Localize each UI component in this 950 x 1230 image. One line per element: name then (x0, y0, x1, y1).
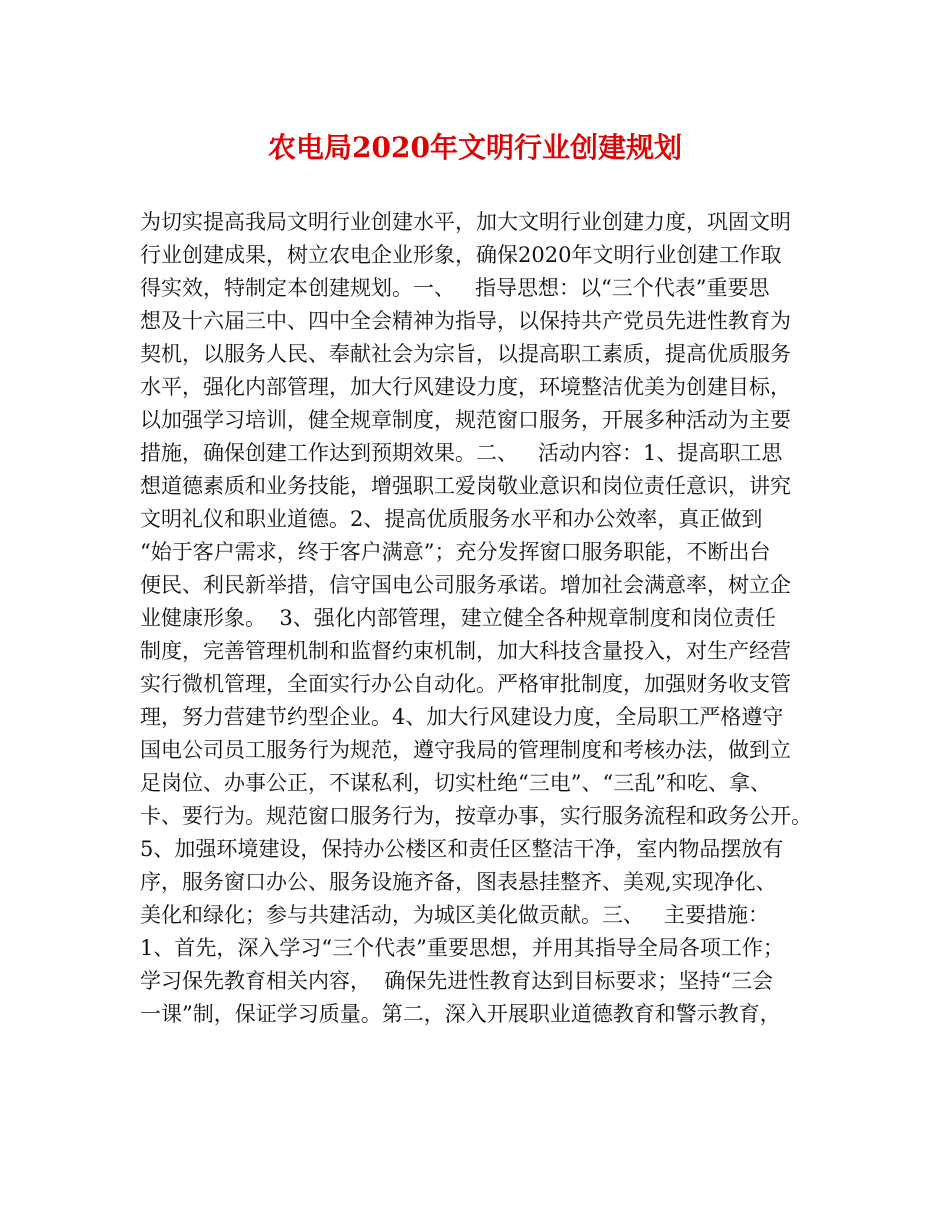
body-line: 国电公司员工服务行为规范，遵守我局的管理制度和考核办法，做到立 (140, 738, 791, 762)
body-line: 一课”制，保证学习质量。第二，深入开展职业道德教育和警示教育， (140, 1002, 781, 1026)
body-line: 业健康形象。 3、强化内部管理，建立健全各种规章制度和岗位责任 (140, 606, 776, 630)
body-line: 便民、利民新举措，信守国电公司服务承诺。增加社会满意率，树立企 (140, 573, 791, 597)
body-line: 实行微机管理，全面实行办公自动化。严格审批制度，加强财务收支管 (140, 672, 791, 696)
body-line: 美化和绿化；参与共建活动，为城区美化做贡献。三、 主要措施： (140, 903, 770, 927)
body-line: 以加强学习培训，健全规章制度，规范窗口服务，开展多种活动为主要 (140, 408, 791, 432)
document-body (140, 206, 830, 1031)
body-line: 措施，确保创建工作达到预期效果。二、 活动内容：1、提高职工思 (140, 441, 783, 465)
document-title: 农电局2020年文明行业创建规划 (268, 131, 682, 164)
body-line: 卡、要行为。规范窗口服务行为，按章办事，实行服务流程和政务公开。 (140, 804, 812, 828)
body-line: 学习保先教育相关内容， 确保先进性教育达到目标要求；坚持“三会 (140, 969, 774, 993)
body-line: 制度，完善管理机制和监督约束机制，加大科技含量投入，对生产经营 (140, 639, 791, 663)
body-line: 足岗位、办事公正，不谋私利，切实杜绝“三电”、“三乱”和吃、拿、 (140, 771, 771, 795)
body-line: 为切实提高我局文明行业创建水平，加大文明行业创建力度，巩固文明 (140, 210, 791, 234)
body-line: 水平，强化内部管理，加大行风建设力度，环境整洁优美为创建目标， (140, 375, 791, 399)
body-line: 1、首先，深入学习“三个代表”重要思想，并用其指导全局各项工作； (140, 936, 784, 960)
body-line: 契机，以服务人民、奉献社会为宗旨，以提高职工素质，提高优质服务 (140, 342, 791, 366)
body-line: “始于客户需求，终于客户满意”；充分发挥窗口服务职能，不断出台 (140, 540, 771, 564)
body-line: 得实效，特制定本创建规划。一、 指导思想：以“三个代表”重要思 (140, 276, 770, 300)
body-line: 序，服务窗口办公、服务设施齐备，图表悬挂整齐、美观,实现净化、 (140, 870, 777, 894)
body-line: 想道德素质和业务技能，增强职工爱岗敬业意识和岗位责任意识，讲究 (140, 474, 791, 498)
body-line: 行业创建成果，树立农电企业形象，确保2020年文明行业创建工作取 (140, 243, 782, 267)
body-line: 想及十六届三中、四中全会精神为指导，以保持共产党员先进性教育为 (140, 309, 791, 333)
body-line: 5、加强环境建设，保持办公楼区和责任区整洁干净，室内物品摆放有 (140, 837, 784, 861)
body-line: 理，努力营建节约型企业。4、加大行风建设力度，全局职工严格遵守 (140, 705, 784, 729)
body-line: 文明礼仪和职业道德。2、提高优质服务水平和办公效率，真正做到 (140, 507, 763, 531)
